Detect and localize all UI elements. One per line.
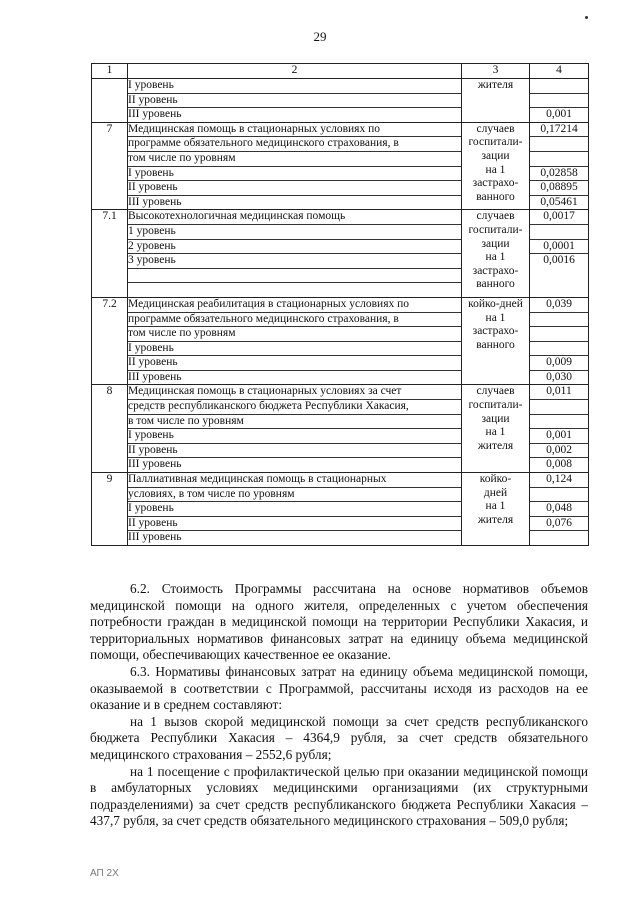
row-number: 8 xyxy=(92,385,128,473)
unit-line: застрахо- xyxy=(472,177,519,190)
unit-line: случаев xyxy=(476,385,515,398)
indicator-line: Медицинская помощь в стационарных условиях по xyxy=(128,123,461,138)
unit-line: зации xyxy=(481,149,510,162)
unit-line: жителя xyxy=(477,79,514,91)
value-cell xyxy=(530,385,589,473)
indicator-line: III уровень xyxy=(128,370,182,383)
value-cell xyxy=(530,473,589,546)
norm-value xyxy=(530,313,588,328)
page-number: 29 xyxy=(313,29,327,44)
norm-value: 0,008 xyxy=(546,458,572,471)
header-cell: 3 xyxy=(462,64,530,79)
indicator-line: средств республиканского бюджета Республики Хакасия, xyxy=(128,400,461,415)
norm-value xyxy=(530,531,588,545)
indicator-line: I уровень xyxy=(128,167,461,182)
unit-line: зации xyxy=(481,237,510,250)
unit-line: ванного xyxy=(476,190,515,203)
norm-value: 0,048 xyxy=(530,502,588,517)
indicator-line: Медицинская реабилитация в стационарных условиях по xyxy=(128,298,461,313)
norm-value: 0,0001 xyxy=(530,240,588,255)
indicator-line: II уровень xyxy=(128,181,461,196)
paragraph: 6.2. Стоимость Программы рассчитана на основе нормативов объемов медицинской помощи на одного жителя, определенных с учетом обеспечения потребности граждан в медицинской помощи на территории Республики Хакасия, и территориальных нормативов финансовых затрат на единицу объема медицинской помощи, обеспечивающих качественное ее оказание. xyxy=(90,581,588,663)
paragraph: на 1 посещение с профилактической целью при оказании медицинской помощи в амбулаторных условиях медицинскими организациями (их структурными подразделениями) за счет средств республиканского бюджета Республики Хакасия – 437,7 рубля, за счет средств обязательного медицинского страхования – 509,0 рубля; xyxy=(90,763,588,829)
indicator-line: программе обязательного медицинского страхования, в xyxy=(128,137,461,152)
scan-dot xyxy=(585,16,588,19)
unit-line: госпитали- xyxy=(468,223,523,236)
indicator-line xyxy=(128,269,461,284)
norm-value xyxy=(530,137,588,152)
indicator-cell xyxy=(128,122,462,210)
unit-line: случаев xyxy=(476,210,515,223)
norm-value: 0,001 xyxy=(530,429,588,444)
norm-value xyxy=(530,327,588,342)
unit-line: на 1 xyxy=(485,311,506,324)
indicator-cell xyxy=(128,473,462,546)
indicator-line: I уровень xyxy=(128,502,461,517)
norm-value: 0,08895 xyxy=(530,181,588,196)
indicator-cell xyxy=(128,297,462,385)
indicator-line: I уровень xyxy=(128,429,461,444)
table-row xyxy=(92,385,589,473)
body-text xyxy=(90,581,588,830)
paragraph: 6.3. Нормативы финансовых затрат на единицу объема медицинской помощи, оказываемой в соответствии с Программой, рассчитаны исходя из расходов на ее оказание и в среднем составляют: xyxy=(90,663,588,713)
unit-line: дней xyxy=(483,486,508,499)
unit-line: жителя xyxy=(477,439,514,452)
value-cell xyxy=(530,297,589,385)
unit-line: койко-дней xyxy=(468,297,523,310)
unit-line: койко- xyxy=(479,473,512,486)
table-row xyxy=(92,297,589,385)
norm-value xyxy=(530,225,588,240)
indicator-line: том числе по уровням xyxy=(128,152,461,167)
indicator-cell xyxy=(128,79,462,123)
indicator-line: Медицинская помощь в стационарных условиях за счет xyxy=(128,385,461,400)
value-cell xyxy=(530,210,589,298)
value-cell xyxy=(530,79,589,123)
row-number: 7.1 xyxy=(92,210,128,298)
table-row xyxy=(92,122,589,210)
unit-cell xyxy=(462,79,530,123)
unit-line: на 1 xyxy=(485,426,506,439)
norm-value: 0,011 xyxy=(530,385,588,400)
row-number: 9 xyxy=(92,473,128,546)
unit-line: госпитали- xyxy=(468,136,523,149)
norm-value: 0,05461 xyxy=(540,195,578,208)
indicator-line: том числе по уровням xyxy=(128,327,461,342)
norm-value xyxy=(530,488,588,503)
footer-mark: АП 2Х xyxy=(90,868,119,879)
norm-value xyxy=(530,152,588,167)
header-cell: 2 xyxy=(128,64,462,79)
unit-line: на 1 xyxy=(485,251,506,264)
table-row xyxy=(92,79,589,123)
table-row xyxy=(92,473,589,546)
indicator-line: 1 уровень xyxy=(128,225,461,240)
indicator-line: программе обязательного медицинского страхования, в xyxy=(128,313,461,328)
indicator-line: I уровень xyxy=(128,79,461,94)
unit-line: на 1 xyxy=(485,163,506,176)
unit-line: зации xyxy=(481,412,510,425)
norm-value: 0,001 xyxy=(546,108,572,121)
table-row xyxy=(92,210,589,298)
row-number xyxy=(92,79,128,123)
indicator-line: III уровень xyxy=(128,108,182,121)
indicator-line: III уровень xyxy=(128,458,182,471)
table-header-row xyxy=(92,64,589,79)
indicator-cell xyxy=(128,210,462,298)
unit-cell xyxy=(462,297,530,385)
unit-cell xyxy=(462,473,530,546)
norm-value xyxy=(530,342,588,357)
unit-line: ванного xyxy=(476,278,515,291)
norm-value: 0,02858 xyxy=(530,167,588,182)
indicator-line: Высокотехнологичная медицинская помощь xyxy=(128,210,461,225)
header-cell: 4 xyxy=(530,64,589,79)
norm-value: 0,009 xyxy=(530,356,588,371)
norm-value: 0,0017 xyxy=(530,210,588,225)
indicator-line: III уровень xyxy=(128,531,182,544)
row-number: 7 xyxy=(92,122,128,210)
indicator-line: условиях, в том числе по уровням xyxy=(128,488,461,503)
indicator-line: Паллиативная медицинская помощь в стационарных xyxy=(128,473,461,488)
norm-value: 0,124 xyxy=(530,473,588,488)
norm-value xyxy=(530,415,588,430)
norm-value: 0,002 xyxy=(530,444,588,459)
unit-line: случаев xyxy=(476,122,515,135)
norm-value: 0,076 xyxy=(530,517,588,532)
unit-line: жителя xyxy=(477,513,514,526)
norm-value: 0,0016 xyxy=(543,254,575,267)
unit-line: на 1 xyxy=(485,500,506,513)
row-number: 7.2 xyxy=(92,297,128,385)
unit-cell xyxy=(462,122,530,210)
indicator-line: II уровень xyxy=(128,94,461,109)
norm-value xyxy=(530,400,588,415)
indicator-line: II уровень xyxy=(128,517,461,532)
indicator-line: III уровень xyxy=(128,195,182,208)
unit-line: ванного xyxy=(476,338,515,351)
indicator-line: II уровень xyxy=(128,444,461,459)
norm-value: 0,030 xyxy=(546,370,572,383)
indicator-cell xyxy=(128,385,462,473)
indicator-line: II уровень xyxy=(128,356,461,371)
paragraph: на 1 вызов скорой медицинской помощи за счет средств республиканского бюджета Республики Хакасия – 4364,9 рубля, за счет средств обязательного медицинского страхования – 2552,6 рубля; xyxy=(90,713,588,762)
unit-line: госпитали- xyxy=(468,399,523,412)
unit-line: застрахо- xyxy=(472,325,519,338)
norm-value: 0,039 xyxy=(530,298,588,313)
value-cell xyxy=(530,122,589,210)
unit-cell xyxy=(462,210,530,298)
norm-value xyxy=(530,94,588,109)
unit-cell xyxy=(462,385,530,473)
indicator-line: 3 уровень xyxy=(128,254,461,269)
norm-value: 0,17214 xyxy=(530,123,588,138)
indicator-line xyxy=(128,283,461,297)
indicator-line: 2 уровень xyxy=(128,240,461,255)
indicator-line: I уровень xyxy=(128,342,461,357)
unit-line: застрахо- xyxy=(472,264,519,277)
norms-table xyxy=(91,63,588,546)
header-cell: 1 xyxy=(92,64,128,79)
norm-value xyxy=(530,79,588,94)
indicator-line: в том числе по уровням xyxy=(128,415,461,430)
